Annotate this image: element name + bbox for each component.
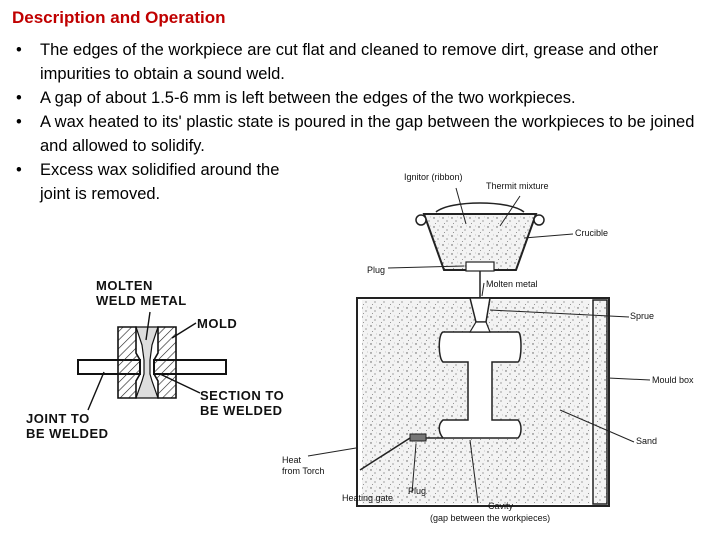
label-from-torch: from Torch bbox=[282, 466, 325, 476]
label-cavity: Cavity bbox=[488, 501, 514, 511]
plug-bottom bbox=[410, 434, 426, 441]
label-heat: Heat bbox=[282, 455, 302, 465]
label-plug-bottom: Plug bbox=[408, 486, 427, 496]
mould-box-wall bbox=[593, 300, 607, 504]
slide-title: Description and Operation bbox=[12, 8, 226, 27]
bullet-item: • A gap of about 1.5-6 mm is left between the edges of the two workpieces. bbox=[14, 86, 714, 110]
plug-top bbox=[466, 262, 494, 271]
label-mould-box: Mould box bbox=[652, 375, 694, 385]
mold-left-half bbox=[118, 327, 140, 398]
label-sprue: Sprue bbox=[630, 311, 655, 321]
label-heating-gate: Heating gate bbox=[342, 493, 394, 503]
label-mold: MOLD bbox=[197, 316, 238, 331]
label-joint-to-be-welded: JOINT TO BE WELDED bbox=[26, 411, 109, 441]
label-section-to-be-welded: SECTION TO BE WELDED bbox=[200, 388, 285, 418]
bullet-item: • The edges of the workpiece are cut flat and cleaned to remove dirt, grease and other impurities to obtain a sound weld. bbox=[14, 38, 714, 86]
label-cavity-note: (gap between the workpieces) bbox=[430, 513, 551, 523]
label-crucible: Crucible bbox=[575, 228, 609, 238]
label-plug-top: Plug bbox=[367, 265, 386, 275]
label-molten-weld-metal: MOLTEN WELD METAL bbox=[96, 278, 187, 308]
label-thermit-mixture: Thermit mixture bbox=[486, 181, 549, 191]
bullet-text: Excess wax solidified around the joint is removed. bbox=[40, 161, 280, 203]
label-ignitor: Ignitor (ribbon) bbox=[404, 172, 463, 182]
label-sand: Sand bbox=[636, 436, 658, 446]
bullet-item: • A wax heated to its' plastic state is poured in the gap between the workpieces to be joined and allowed to solidify. bbox=[14, 110, 714, 158]
label-molten-metal: Molten metal bbox=[486, 279, 538, 289]
